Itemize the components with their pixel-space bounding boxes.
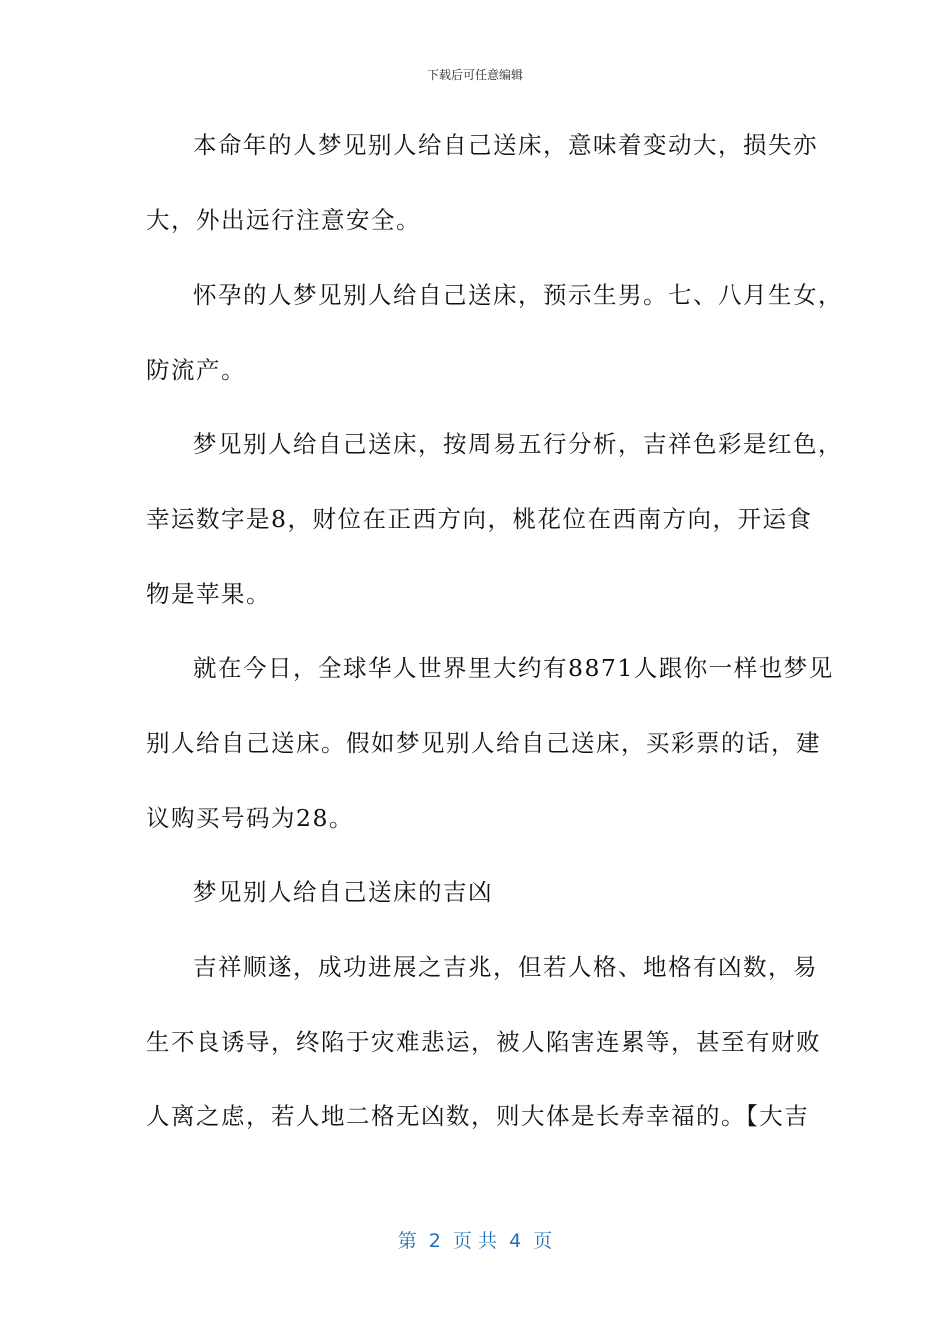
paragraph-line: 本命年的人梦见别人给自己送床，意味着变动大，损失亦 [193, 131, 818, 159]
paragraph-line: 梦见别人给自己送床，按周易五行分析，吉祥色彩是红色， [193, 430, 843, 458]
section-heading: 梦见别人给自己送床的吉凶 [193, 878, 493, 906]
paragraph-line: 怀孕的人梦见别人给自己送床，预示生男。七、八月生女， [193, 281, 843, 309]
page-number-footer: 第 2 页 共 4 页 [397, 1230, 553, 1252]
paragraph-line: 吉祥顺遂，成功进展之吉兆，但若人格、地格有凶数，易 [193, 953, 818, 981]
paragraph-line: 幸运数字是8，财位在正西方向，桃花位在西南方向，开运食 [146, 505, 813, 533]
paragraph-line: 防流产。 [146, 356, 246, 384]
paragraph-line: 别人给自己送床。假如梦见别人给自己送床，买彩票的话，建 [146, 729, 821, 757]
paragraph-line: 人离之虑，若人地二格无凶数，则大体是长寿幸福的。【大吉 [146, 1102, 810, 1130]
paragraph-line: 生不良诱导，终陷于灾难悲运，被人陷害连累等，甚至有财败 [146, 1028, 821, 1056]
paragraph-line: 议购买号码为28。 [146, 804, 354, 832]
paragraph-line: 物是苹果。 [146, 580, 271, 608]
paragraph-line: 大，外出远行注意安全。 [146, 206, 421, 234]
page-header: 下载后可任意编辑 [426, 68, 523, 82]
paragraph-line: 就在今日，全球华人世界里大约有8871人跟你一样也梦见 [193, 654, 834, 682]
